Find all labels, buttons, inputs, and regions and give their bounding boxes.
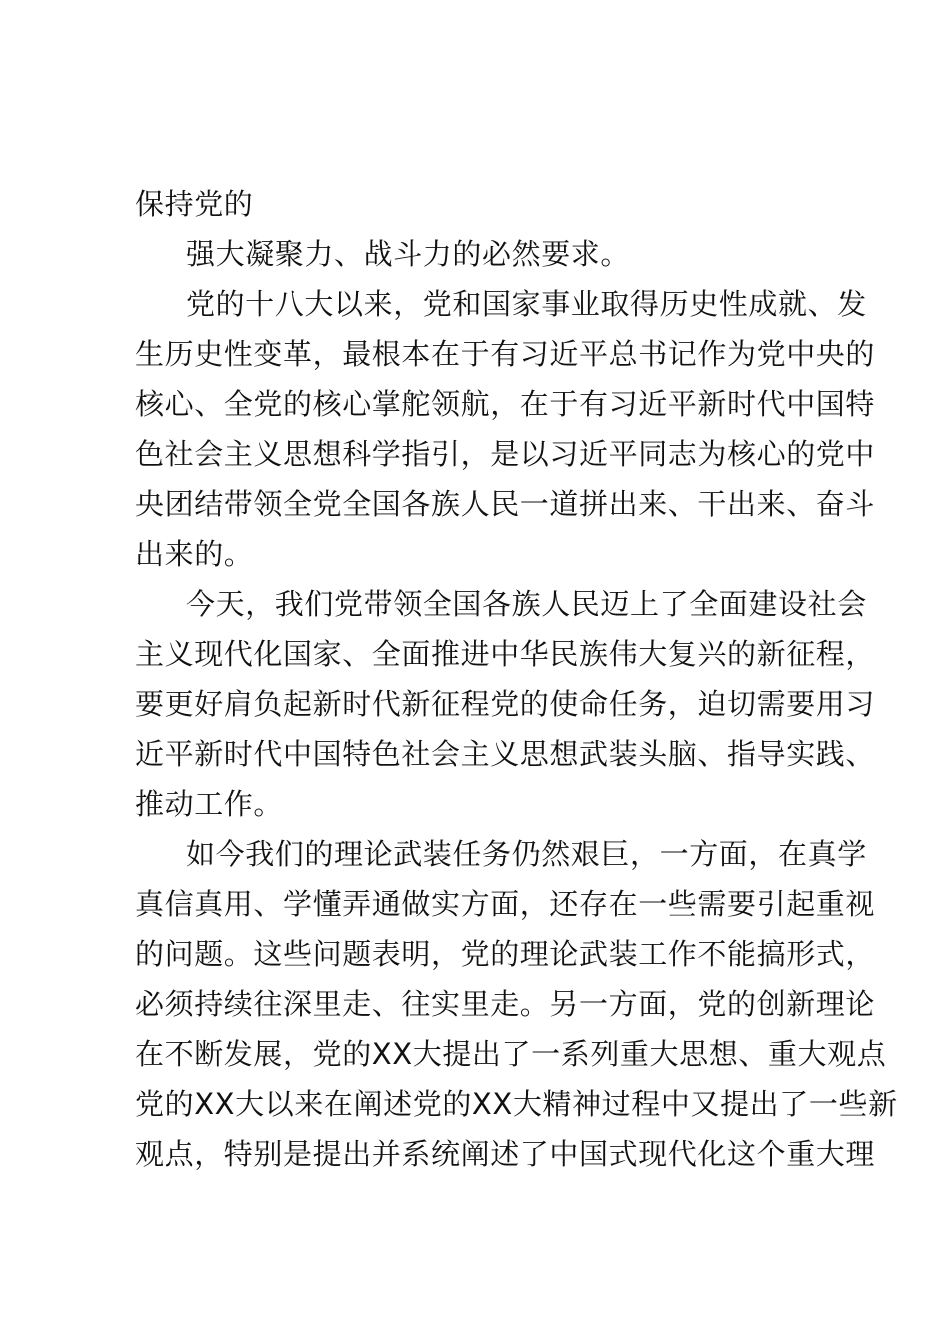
text-line: 观点，特别是提出并系统阐述了中国式现代化这个重大理 [135,1137,876,1171]
text-line: 出来的。 [135,537,254,571]
paragraph-first-line: 如今我们的理论武装任务仍然艰巨，一方面，在真学 [186,837,867,871]
text-line: 推动工作。 [135,787,284,821]
text-line: 保持党的 [135,187,254,221]
text-line: 核心、全党的核心掌舵领航，在于有习近平新时代中国特 [135,387,876,421]
text-line: 党的XX大以来在阐述党的XX大精神过程中又提出了一些新 [135,1087,898,1121]
paragraph-first-line: 今天，我们党带领全国各族人民迈上了全面建设社会 [186,587,867,621]
text-line: 近平新时代中国特色社会主义思想武装头脑、指导实践、 [135,737,876,771]
paragraph-first-line: 党的十八大以来，党和国家事业取得历史性成就、发 [186,287,867,321]
text-line: 主义现代化国家、全面推进中华民族伟大复兴的新征程， [135,637,876,671]
text-line: 的问题。这些问题表明，党的理论武装工作不能搞形式， [135,937,876,971]
text-line: 要更好肩负起新时代新征程党的使命任务，迫切需要用习 [135,687,876,721]
text-line: 在不断发展，党的XX大提出了一系列重大思想、重大观点 [135,1037,887,1071]
text-line: 生历史性变革，最根本在于有习近平总书记作为党中央的 [135,337,876,371]
paragraph-first-line: 强大凝聚力、战斗力的必然要求。 [186,237,631,271]
text-line: 色社会主义思想科学指引，是以习近平同志为核心的党中 [135,437,876,471]
text-line: 必须持续往深里走、往实里走。另一方面，党的创新理论 [135,987,876,1021]
text-line: 真信真用、学懂弄通做实方面，还存在一些需要引起重视 [135,887,876,921]
text-line: 央团结带领全党全国各族人民一道拼出来、干出来、奋斗 [135,487,876,521]
